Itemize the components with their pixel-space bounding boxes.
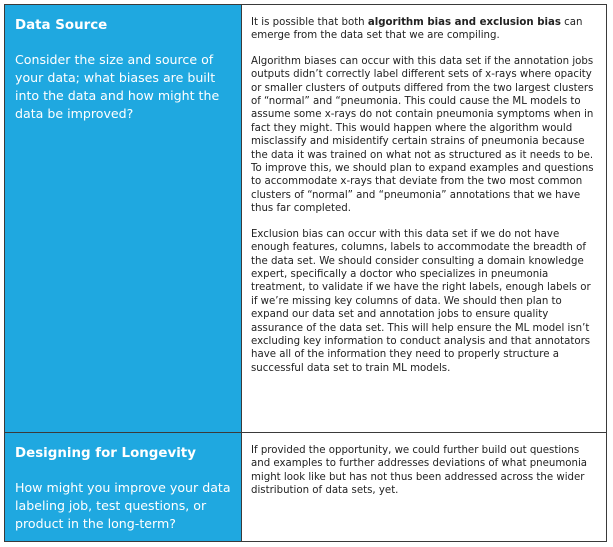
table-row-longevity [5, 433, 607, 542]
section-heading-longevity: Designing for Longevity [15, 446, 196, 461]
longevity-answer-paragraph: If provided the opportunity, we could further build out questions and examples to further addresses deviations of what pneumonia might look like but has not thus been addressed across the wider distribution of data sets, yet. [251, 445, 588, 497]
table-row-data-source [5, 5, 607, 433]
qa-table [4, 4, 607, 542]
algorithm-bias-paragraph: Algorithm biases can occur with this data set if the annotation jobs outputs didn’t correctly label different sets of x-rays where opacity or smaller clusters of outputs differed from the two largest clusters of “normal” and “pneumonia. This could cause the ML models to assume some x-rays do not contain pneumonia symptoms when in fact they might. This would happen where the algorithm would misclassify and misidentify certain strains of pneumonia because the data it was trained on what not as structured as it needs to be. To improve this, we should plan to expand examples and questions to accommodate x-rays that deviate from the two most common clusters of “normal” and “pneumonia” annotations that we have thus far completed. [251, 55, 594, 215]
section-prompt-longevity: How might you improve your data labeling job, test questions, or product in the long-term? [15, 480, 231, 531]
question-cell-longevity [5, 433, 242, 542]
section-prompt-data-source: Consider the size and source of your data; what biases are built into the data and how might the data be improved? [15, 52, 220, 121]
question-cell-data-source [5, 5, 242, 433]
intro-paragraph [251, 16, 597, 43]
section-heading-data-source: Data Source [15, 18, 108, 33]
intro-text-bold: algorithm bias and exclusion bias [367, 17, 561, 28]
answer-cell-data-source [242, 5, 607, 433]
intro-text-after: can emerge from the data set that we are compiling. [251, 17, 583, 42]
exclusion-bias-paragraph: Exclusion bias can occur with this data set if we do not have enough features, columns, labels to accommodate the breadth of the data set. We should consider consulting a domain knowledge expert, specifically a doctor who specializes in pneumonia treatment, to validate if we have the right labels, enough labels or if we’re missing key columns of data. We should then plan to expand our data set and annotation jobs to ensure quality assurance of the data set. This will help ensure the ML model isn’t excluding key information to conduct analysis and that annotators have all of the information they need to properly structure a successful data set to train ML models. [251, 228, 591, 374]
intro-text-before: It is possible that both [251, 17, 368, 28]
answer-cell-longevity [242, 433, 607, 542]
